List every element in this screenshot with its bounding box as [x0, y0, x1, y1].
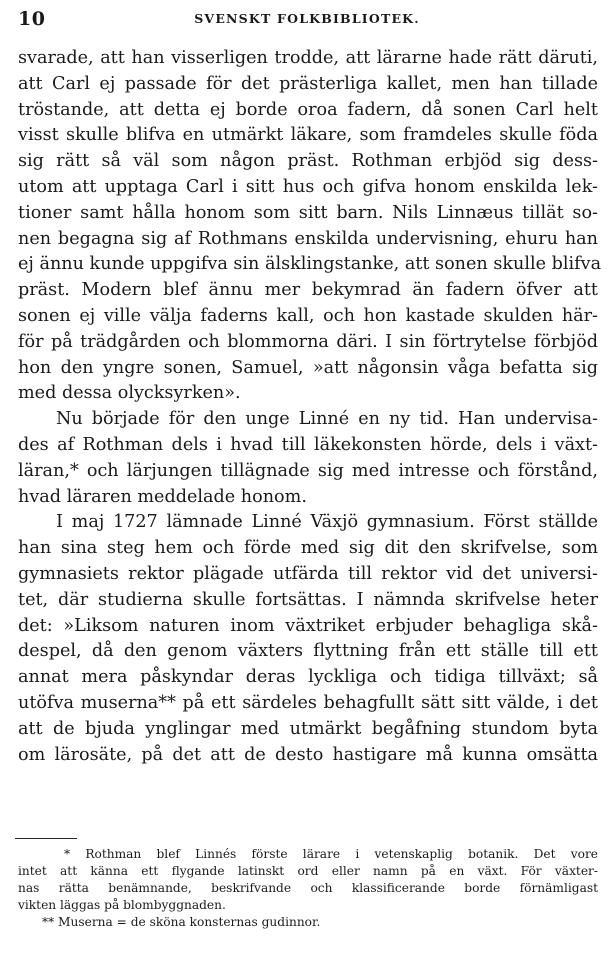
page-number: 10 — [18, 8, 46, 30]
footnote-divider — [15, 838, 77, 839]
text-line: han sina steg hem och förde med sig dit den skrifvelse, som — [18, 538, 598, 559]
text-line: I maj 1727 lämnade Linné Växjö gymnasium. Först ställde — [56, 512, 598, 533]
page-header — [18, 8, 596, 32]
footnote-line: * Rothman blef Linnés förste lärare i vetenskaplig botanik. Det vore — [64, 847, 598, 861]
text-line: utöfva muserna** på ett särdeles behagfullt sätt sitt välde, i det — [18, 692, 598, 713]
text-line: gymnasiets rektor plägade utfärda till rektor vid det universi- — [18, 563, 598, 584]
text-line: svarade, att han visserligen trodde, att lärarne hade rätt däruti, — [18, 48, 598, 68]
text-line: präst. Modern blef ännu mer bekymrad än fadern öfver att — [18, 280, 598, 301]
text-line: tet, där studierna skulle fortsättas. I nämnda skrifvelse heter — [18, 589, 598, 610]
body-text — [18, 46, 602, 768]
text-line: utom att upptaga Carl i sitt hus och gifva honom enskilda lek- — [18, 176, 598, 197]
footnote-line: vikten läggas på blombyggnaden. — [18, 898, 226, 912]
text-line: hvad läraren meddelade honom. — [18, 486, 307, 507]
text-line: läran,* och lärjungen tillägnade sig med intresse och förstånd, — [18, 460, 598, 481]
text-line: hon den yngre sonen, Samuel, »att någonsin våga befatta sig — [18, 357, 598, 378]
text-line: visst skulle blifva en utmärkt läkare, som framdeles skulle föda — [18, 125, 598, 146]
text-line: des af Rothman dels i hvad till läkekonsten hörde, dels i växt- — [18, 434, 598, 455]
text-line: annat mera påskyndar deras lyckliga och tidiga tillväxt; så — [18, 667, 598, 688]
text-line: att de bjuda ynglingar med utmärkt begåfning stundom byta — [18, 718, 598, 739]
text-line: Nu började för den unge Linné en ny tid. Han undervisa- — [56, 409, 598, 430]
text-line: despel, då den genom växters flyttning från ett ställe till ett — [18, 641, 598, 662]
running-head: SVENSKT FOLKBIBLIOTEK. — [194, 11, 420, 26]
text-line: sig rätt så väl som någon präst. Rothman erbjöd sig dess- — [18, 151, 598, 172]
text-line: nen begagna sig af Rothmans enskilda undervisning, ehuru han — [18, 228, 598, 249]
footnote-line: intet att känna ett flygande latinskt ord eller namn på en växt. För växter- — [18, 864, 598, 878]
footnotes — [18, 846, 598, 931]
footnote-muserna — [42, 914, 598, 931]
text-line: med dessa olycksyrken». — [18, 383, 241, 404]
text-line: det: »Liksom naturen inom växtriket erbjuder behagliga skå- — [18, 615, 598, 636]
text-line: tioner samt hålla honom som sitt barn. Nils Linnæus tillät so- — [18, 202, 598, 223]
text-line: tröstande, att detta ej borde oroa fadern, då sonen Carl helt — [18, 99, 598, 120]
text-line: om lärosäte, på det att de desto hastigare må kunna omsätta — [18, 744, 598, 765]
text-line: sonen ej ville välja faderns kall, och hon kastade skulden här- — [18, 305, 598, 326]
text-line: för på trädgården och blommorna däri. I sin förtrytelse förbjöd — [18, 331, 598, 352]
text-line: ej ännu kunde uppgifva sin älsklingstanke, att sonen skulle blifva — [18, 254, 602, 275]
footnote-line: nas rätta benämnande, beskrifvande och klassificerande borde förnämligast — [18, 881, 598, 895]
text-line: att Carl ej passade för det prästerliga kallet, men han tillade — [18, 73, 598, 94]
footnote-line: ** Muserna = de sköna konsternas gudinnor. — [42, 915, 321, 929]
footnote-rothman — [18, 846, 598, 914]
